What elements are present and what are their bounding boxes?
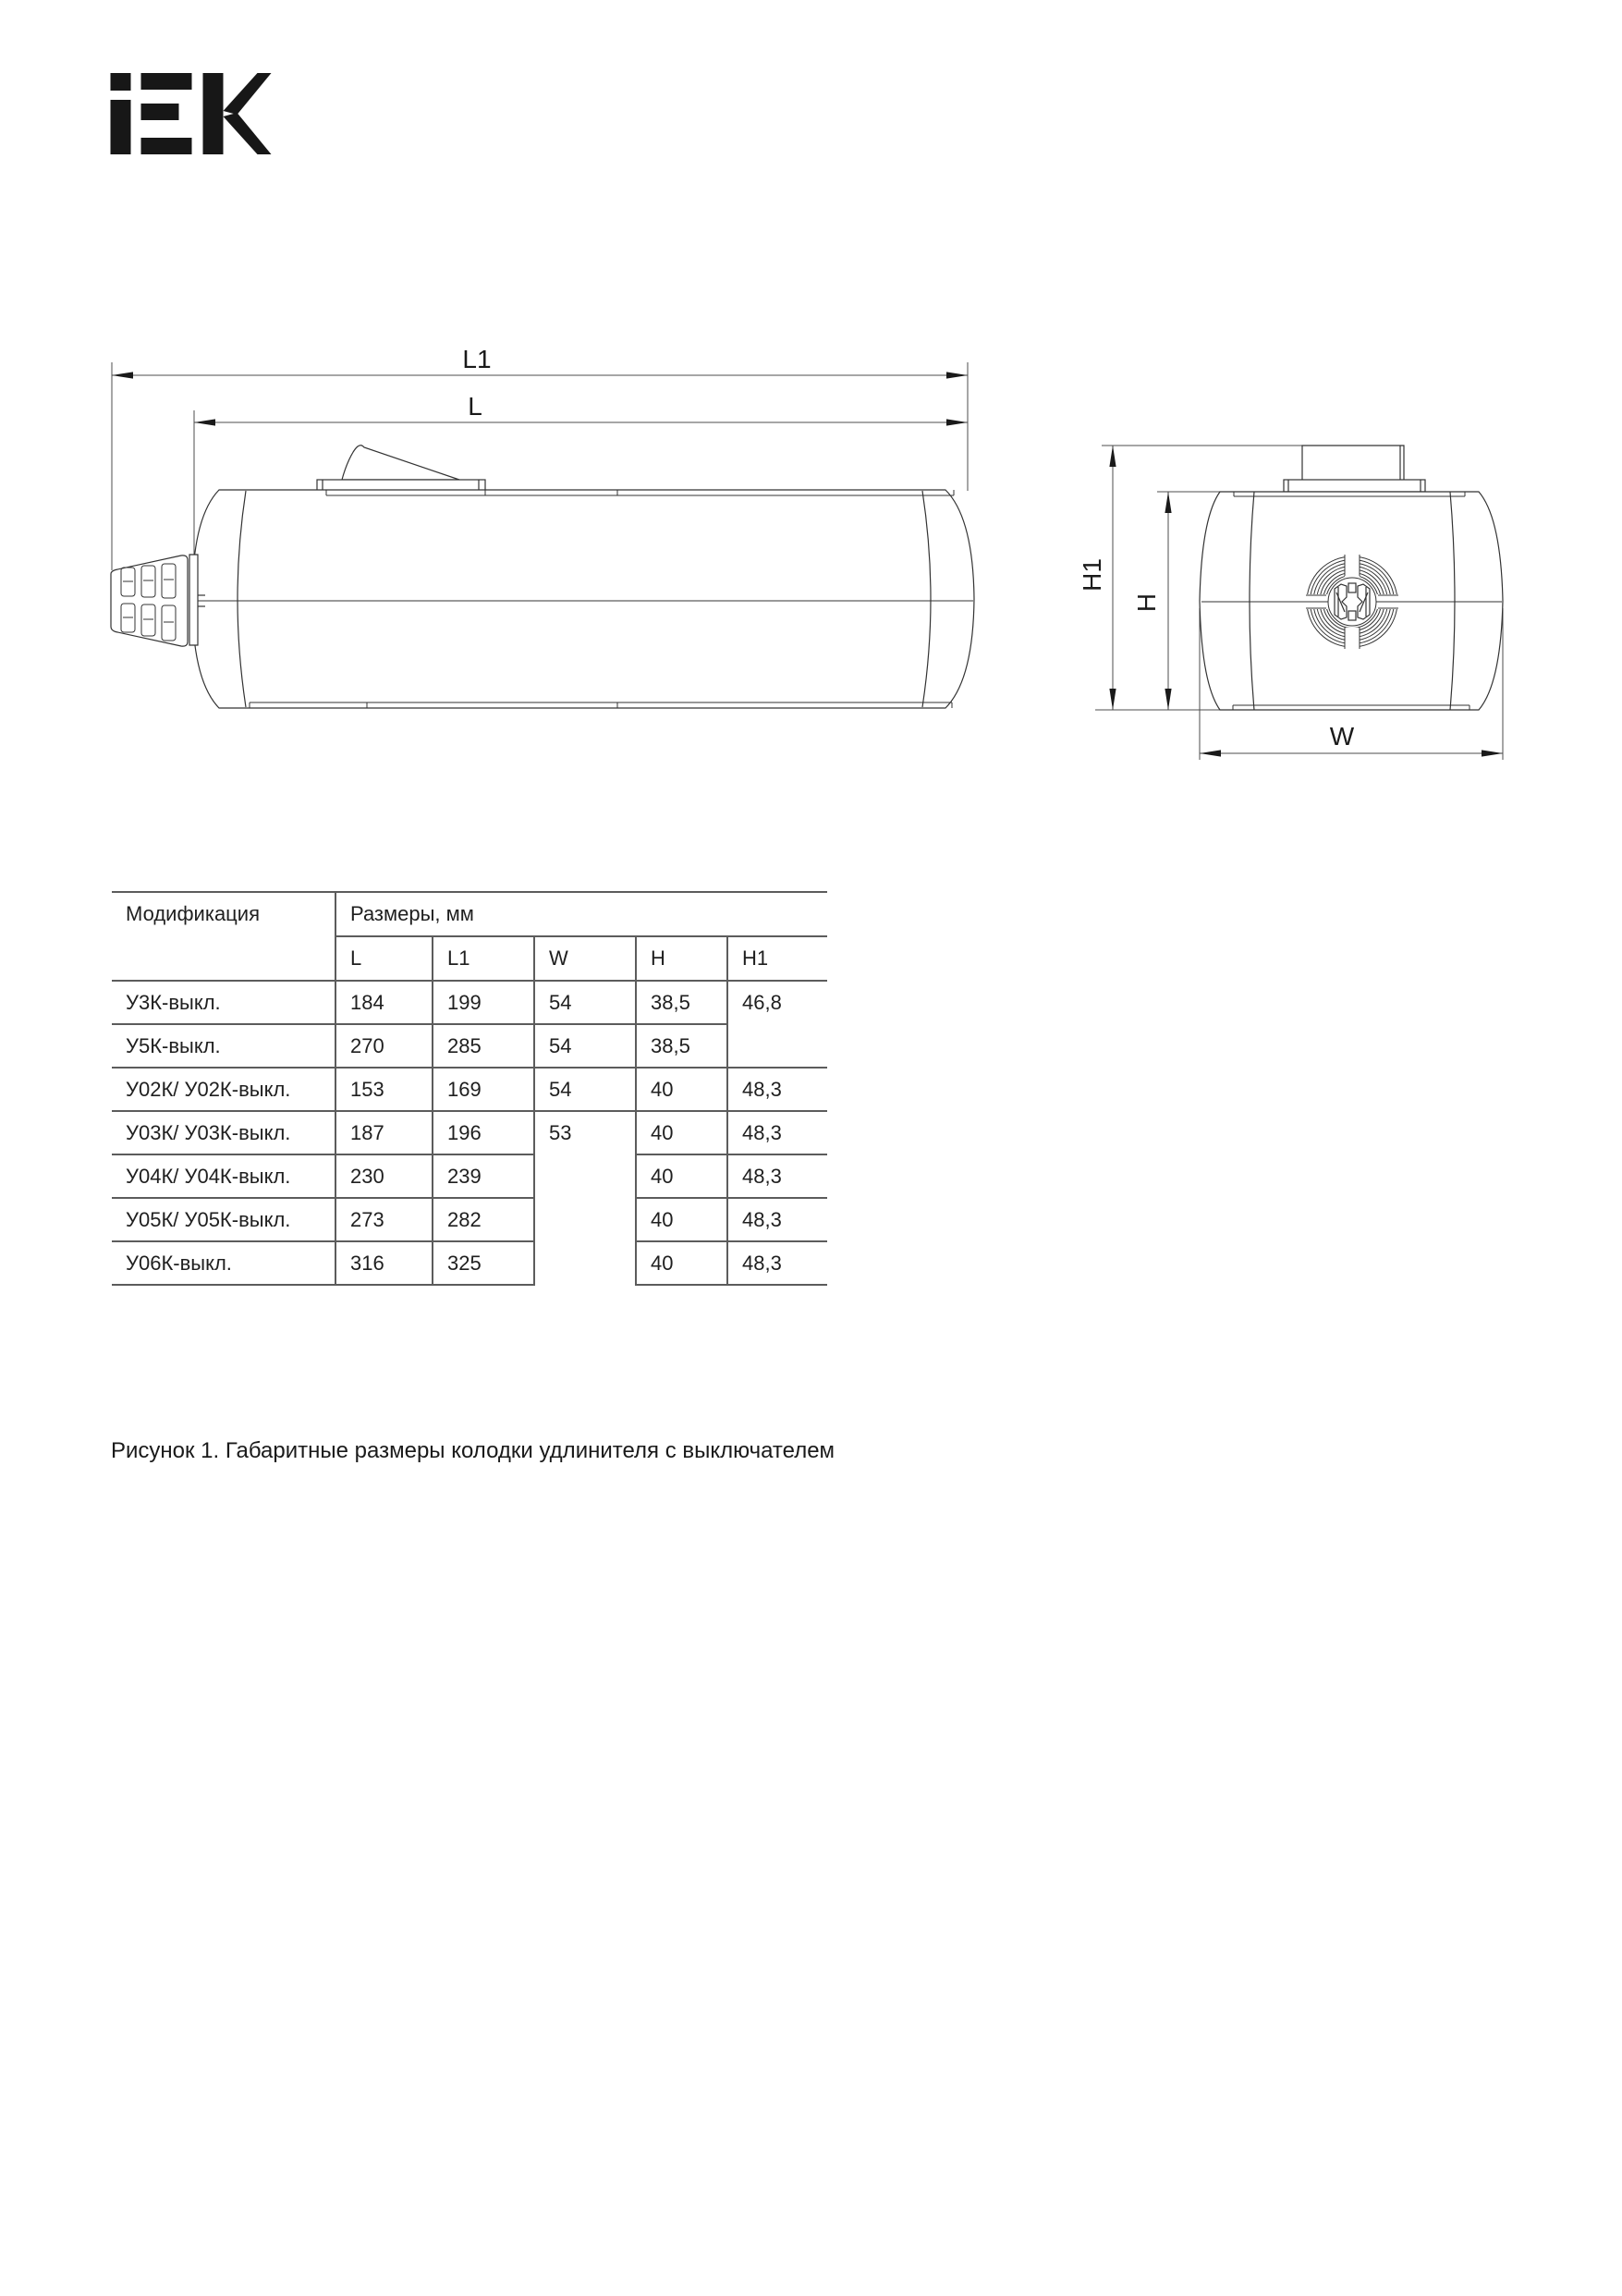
cell-h1: 48,3 [727,1154,827,1198]
cell-l: 230 [335,1154,433,1198]
header-col-l1: L1 [433,936,534,981]
dim-l [194,419,968,425]
logo-i-dot [111,73,131,91]
switch-base [317,480,485,491]
logo-k-lower-arm [224,113,272,154]
figure-caption: Рисунок 1. Габаритные размеры колодки удлинителя с выключателем [111,1438,835,1463]
cell-l: 273 [335,1198,433,1241]
cell-l: 184 [335,981,433,1024]
table-header-row-1 [112,892,827,936]
dimension-drawing [0,342,1622,776]
cell-w: 54 [534,1024,636,1068]
cell-name: У5К-выкл. [112,1024,335,1068]
cable-gland [111,556,188,646]
cell-h1: 48,3 [727,1068,827,1111]
header-col-h1: H1 [727,936,827,981]
header-col-l: L [335,936,433,981]
table-row [112,1024,827,1068]
label-l1: L1 [462,345,492,373]
label-h1: H1 [1078,558,1106,592]
cell-h: 38,5 [636,1024,727,1068]
cell-l: 316 [335,1241,433,1285]
header-col-w: W [534,936,636,981]
cell-l1: 239 [433,1154,534,1198]
cell-w: 54 [534,981,636,1024]
logo-k-upper-arm [224,73,272,115]
logo-e-bottom-bar [141,138,192,154]
arrow-h1-bottom [1109,689,1116,710]
cell-w-merged: 53 [534,1111,636,1285]
cell-name: У3К-выкл. [112,981,335,1024]
arrow-l-right [946,419,968,425]
cell-name: У05К/ У05К-выкл. [112,1198,335,1241]
side-view [111,362,974,708]
cell-l: 270 [335,1024,433,1068]
arrow-l1-right [946,372,968,378]
cell-h: 40 [636,1111,727,1154]
switch-bump [1302,446,1404,480]
arrow-w-right [1482,750,1503,756]
arrow-l-left [194,419,215,425]
table-row [112,1241,827,1285]
cell-l1: 169 [433,1068,534,1111]
logo-k-stem [203,73,224,154]
label-h: H [1132,592,1161,613]
table-row [112,1198,827,1241]
cell-l1: 325 [433,1241,534,1285]
cell-l1: 282 [433,1198,534,1241]
iek-logo-letters [111,73,272,154]
label-w: W [1329,722,1355,751]
arrow-h1-top [1109,446,1116,467]
dim-w [1200,750,1503,756]
label-l: L [468,392,482,421]
arrow-h-bottom [1165,689,1171,710]
cell-name: У04К/ У04К-выкл. [112,1154,335,1198]
logo-i-stem [111,100,131,154]
table-row [112,981,827,1024]
cell-h: 40 [636,1241,727,1285]
table-row [112,1111,827,1154]
socket-face [1328,578,1376,626]
table-row [112,1068,827,1111]
dim-l1 [112,372,968,378]
cell-l: 187 [335,1111,433,1154]
arrow-h-top [1165,492,1171,513]
cell-l1: 196 [433,1111,534,1154]
arrow-w-left [1200,750,1221,756]
header-col-h: H [636,936,727,981]
logo-e-mid-bar [141,104,179,120]
logo-e-top-bar [141,73,192,90]
cell-h1: 48,3 [727,1111,827,1154]
cell-h1: 48,3 [727,1198,827,1241]
dim-h1 [1109,446,1116,710]
cell-l1: 285 [433,1024,534,1068]
cell-h1: 48,3 [727,1241,827,1285]
cell-h: 40 [636,1068,727,1111]
dimensions-table [112,891,827,1286]
switch-bump-flange [1284,480,1425,492]
iek-logo [110,73,272,154]
header-modification: Модификация [112,892,335,981]
cell-l1: 199 [433,981,534,1024]
cell-h: 40 [636,1154,727,1198]
body-outline-side [192,490,974,708]
dim-h [1165,492,1171,710]
cell-name: У03К/ У03К-выкл. [112,1111,335,1154]
cell-name: У06К-выкл. [112,1241,335,1285]
table-row [112,1154,827,1198]
cell-l: 153 [335,1068,433,1111]
cell-w: 54 [534,1068,636,1111]
switch-lever [342,446,459,480]
cell-h: 38,5 [636,981,727,1024]
cell-name: У02К/ У02К-выкл. [112,1068,335,1111]
arrow-l1-left [112,372,133,378]
header-dimensions-group: Размеры, мм [335,892,827,936]
cell-h1-merged: 46,8 [727,981,827,1068]
cell-h: 40 [636,1198,727,1241]
